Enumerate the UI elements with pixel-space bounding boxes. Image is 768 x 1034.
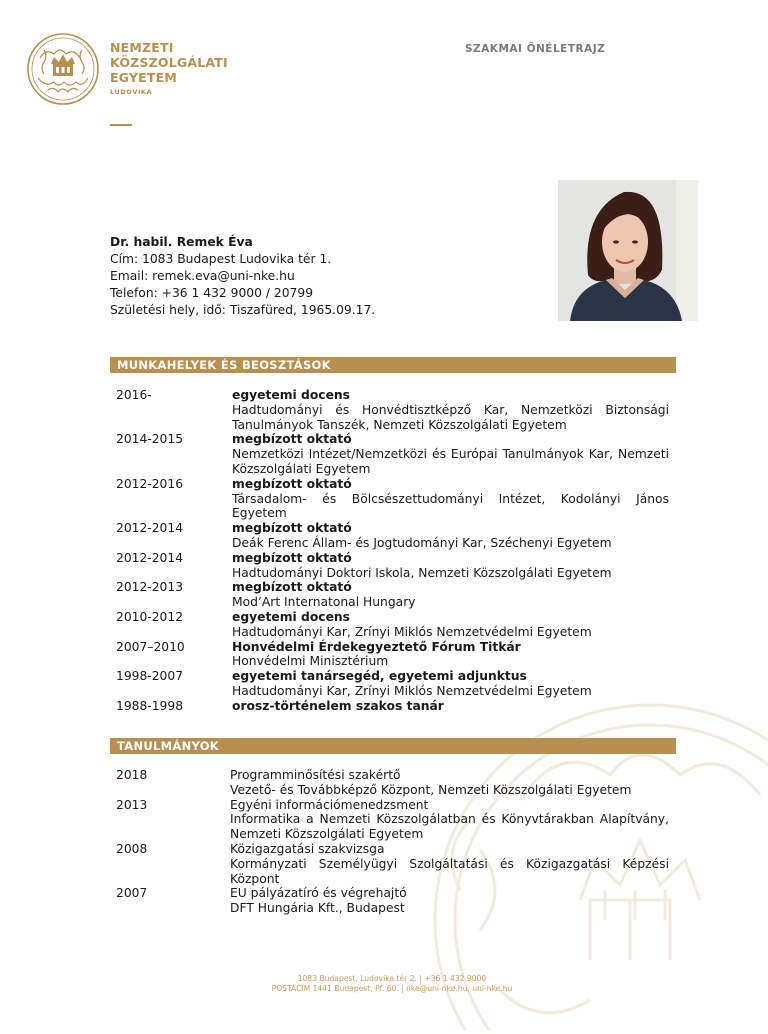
entry-title: orosz-történelem szakos tanár bbox=[232, 698, 444, 713]
entry-description: Hadtudományi Kar, Zrínyi Miklós Nemzetvédelmi Egyetem bbox=[232, 624, 592, 639]
entry-title: megbízott oktató bbox=[232, 476, 352, 491]
document-type-title: SZAKMAI ÖNÉLETRAJZ bbox=[465, 43, 606, 55]
entry-body bbox=[232, 477, 669, 521]
entry-title: megbízott oktató bbox=[232, 432, 352, 447]
entry-year: 2012-2014 bbox=[116, 521, 184, 536]
footer-postal: POSTACÍM 1441 Budapest, Pf. 60. | nke@uni-nke.hu, uni-nke.hu bbox=[271, 984, 513, 993]
entry-description: Hadtudományi Doktori Iskola, Nemzeti Közszolgálati Egyetem bbox=[232, 565, 612, 580]
address-line: Cím: 1083 Budapest Ludovika tér 1. bbox=[110, 252, 332, 266]
education-section-heading: TANULMÁNYOK bbox=[110, 738, 676, 754]
entry-description: Informatika a Nemzeti Közszolgálatban és Könyvtárakban Alapítvány, Nemzeti Közszolgálati Egyetem bbox=[230, 812, 669, 842]
entry-title: Honvédelmi Érdekegyeztető Fórum Titkár bbox=[232, 639, 521, 654]
entry-year: 2010-2012 bbox=[116, 609, 184, 624]
header-divider bbox=[110, 124, 132, 126]
entry-year: 2008 bbox=[116, 841, 148, 856]
entry-body bbox=[230, 886, 669, 916]
entry-title: megbízott oktató bbox=[232, 580, 352, 595]
entry-year: 2012-2013 bbox=[116, 580, 184, 595]
email-line: Email: remek.eva@uni-nke.hu bbox=[110, 269, 295, 283]
entry-body bbox=[232, 669, 669, 699]
logo-line-1: NEMZETI bbox=[110, 40, 174, 55]
entry-description: Mod’Art Internatonal Hungary bbox=[232, 595, 416, 610]
entry-year: 2014-2015 bbox=[116, 432, 184, 447]
cv-entry bbox=[116, 640, 669, 670]
logo-subline: LUDOVIKA bbox=[110, 88, 153, 96]
entry-title: Egyéni információmenedzsment bbox=[230, 797, 429, 812]
entry-description: Deák Ferenc Állam- és Jogtudományi Kar, Széchenyi Egyetem bbox=[232, 535, 612, 550]
entry-description: Vezető- és Továbbképző Központ, Nemzeti Közszolgálati Egyetem bbox=[230, 782, 632, 797]
crown-emblem-icon bbox=[26, 32, 100, 106]
university-logo-emblem bbox=[26, 32, 100, 106]
entry-title: egyetemi docens bbox=[232, 609, 350, 624]
entry-year: 2012-2016 bbox=[116, 476, 184, 491]
entry-body bbox=[232, 580, 669, 610]
work-section-heading: MUNKAHELYEK ÉS BEOSZTÁSOK bbox=[110, 357, 676, 373]
entry-body bbox=[232, 551, 669, 581]
entry-description: Hadtudományi Kar, Zrínyi Miklós Nemzetvédelmi Egyetem bbox=[232, 683, 592, 698]
entry-body bbox=[230, 798, 669, 842]
entry-body bbox=[230, 768, 669, 798]
entry-title: EU pályázatíró és végrehajtó bbox=[230, 886, 407, 901]
entry-description: DFT Hungária Kft., Budapest bbox=[230, 901, 405, 916]
cv-entry bbox=[116, 551, 669, 581]
cv-entry bbox=[116, 842, 669, 886]
entry-title: egyetemi tanársegéd, egyetemi adjunktus bbox=[232, 669, 527, 684]
entry-body bbox=[232, 699, 669, 714]
entry-year: 2018 bbox=[116, 768, 148, 782]
entry-body bbox=[232, 388, 669, 432]
logo-line-3: EGYETEM bbox=[110, 70, 178, 85]
entry-body bbox=[230, 842, 669, 886]
footer-address: 1083 Budapest, Ludovika tér 2. | +36 1 432 9000 bbox=[297, 974, 487, 983]
cv-entry bbox=[116, 798, 669, 842]
entry-title: egyetemi docens bbox=[232, 388, 350, 402]
cv-entry bbox=[116, 477, 669, 521]
portrait-photo bbox=[558, 180, 698, 321]
entry-year: 1998-2007 bbox=[116, 669, 184, 684]
entry-description: Hadtudományi és Honvédtisztképző Kar, Nemzetközi Biztonsági Tanulmányok Tanszék, Nemzeti Közszolgálati Egyetem bbox=[232, 402, 669, 432]
entry-body bbox=[232, 432, 669, 476]
entry-body bbox=[232, 610, 669, 640]
entry-year: 2016- bbox=[116, 388, 152, 402]
entry-year: 2012-2014 bbox=[116, 550, 184, 565]
entry-body bbox=[232, 640, 669, 670]
cv-entry bbox=[116, 432, 669, 476]
logo-line-2: KÖZSZOLGÁLATI bbox=[110, 55, 228, 70]
phone-line: Telefon: +36 1 432 9000 / 20799 bbox=[110, 286, 314, 300]
portrait-image bbox=[558, 180, 698, 321]
education-entries bbox=[116, 768, 669, 916]
work-entries bbox=[116, 388, 669, 714]
entry-year: 2007 bbox=[116, 886, 148, 901]
entry-title: megbízott oktató bbox=[232, 521, 352, 536]
cv-entry bbox=[116, 699, 669, 714]
birth-line: Születési hely, idő: Tiszafüred, 1965.09.17. bbox=[110, 303, 376, 317]
entry-body bbox=[232, 521, 669, 551]
entry-description: Honvédelmi Minisztérium bbox=[232, 654, 389, 669]
entry-description: Társadalom- és Bölcsészettudományi Intézet, Kodolányi János Egyetem bbox=[232, 491, 669, 521]
entry-description: Kormányzati Személyügyi Szolgáltatási és Közigazgatási Képzési Központ bbox=[230, 856, 669, 886]
cv-entry bbox=[116, 669, 669, 699]
entry-year: 2013 bbox=[116, 797, 148, 812]
cv-entry bbox=[116, 388, 669, 432]
entry-title: Programminősítési szakértő bbox=[230, 768, 401, 782]
personal-info bbox=[110, 234, 375, 319]
cv-entry bbox=[116, 521, 669, 551]
entry-year: 1988-1998 bbox=[116, 698, 184, 713]
page-footer bbox=[0, 974, 768, 994]
entry-description: Nemzetközi Intézet/Nemzetközi és Európai Tanulmányok Kar, Nemzeti Közszolgálati Egyetem bbox=[232, 447, 669, 476]
cv-entry bbox=[116, 610, 669, 640]
entry-title: Közigazgatási szakvizsga bbox=[230, 841, 385, 856]
cv-entry bbox=[116, 768, 669, 798]
university-logo-text bbox=[110, 40, 228, 97]
person-name: Dr. habil. Remek Éva bbox=[110, 235, 253, 249]
entry-title: megbízott oktató bbox=[232, 550, 352, 565]
entry-year: 2007–2010 bbox=[116, 639, 185, 654]
cv-entry bbox=[116, 886, 669, 916]
cv-entry bbox=[116, 580, 669, 610]
